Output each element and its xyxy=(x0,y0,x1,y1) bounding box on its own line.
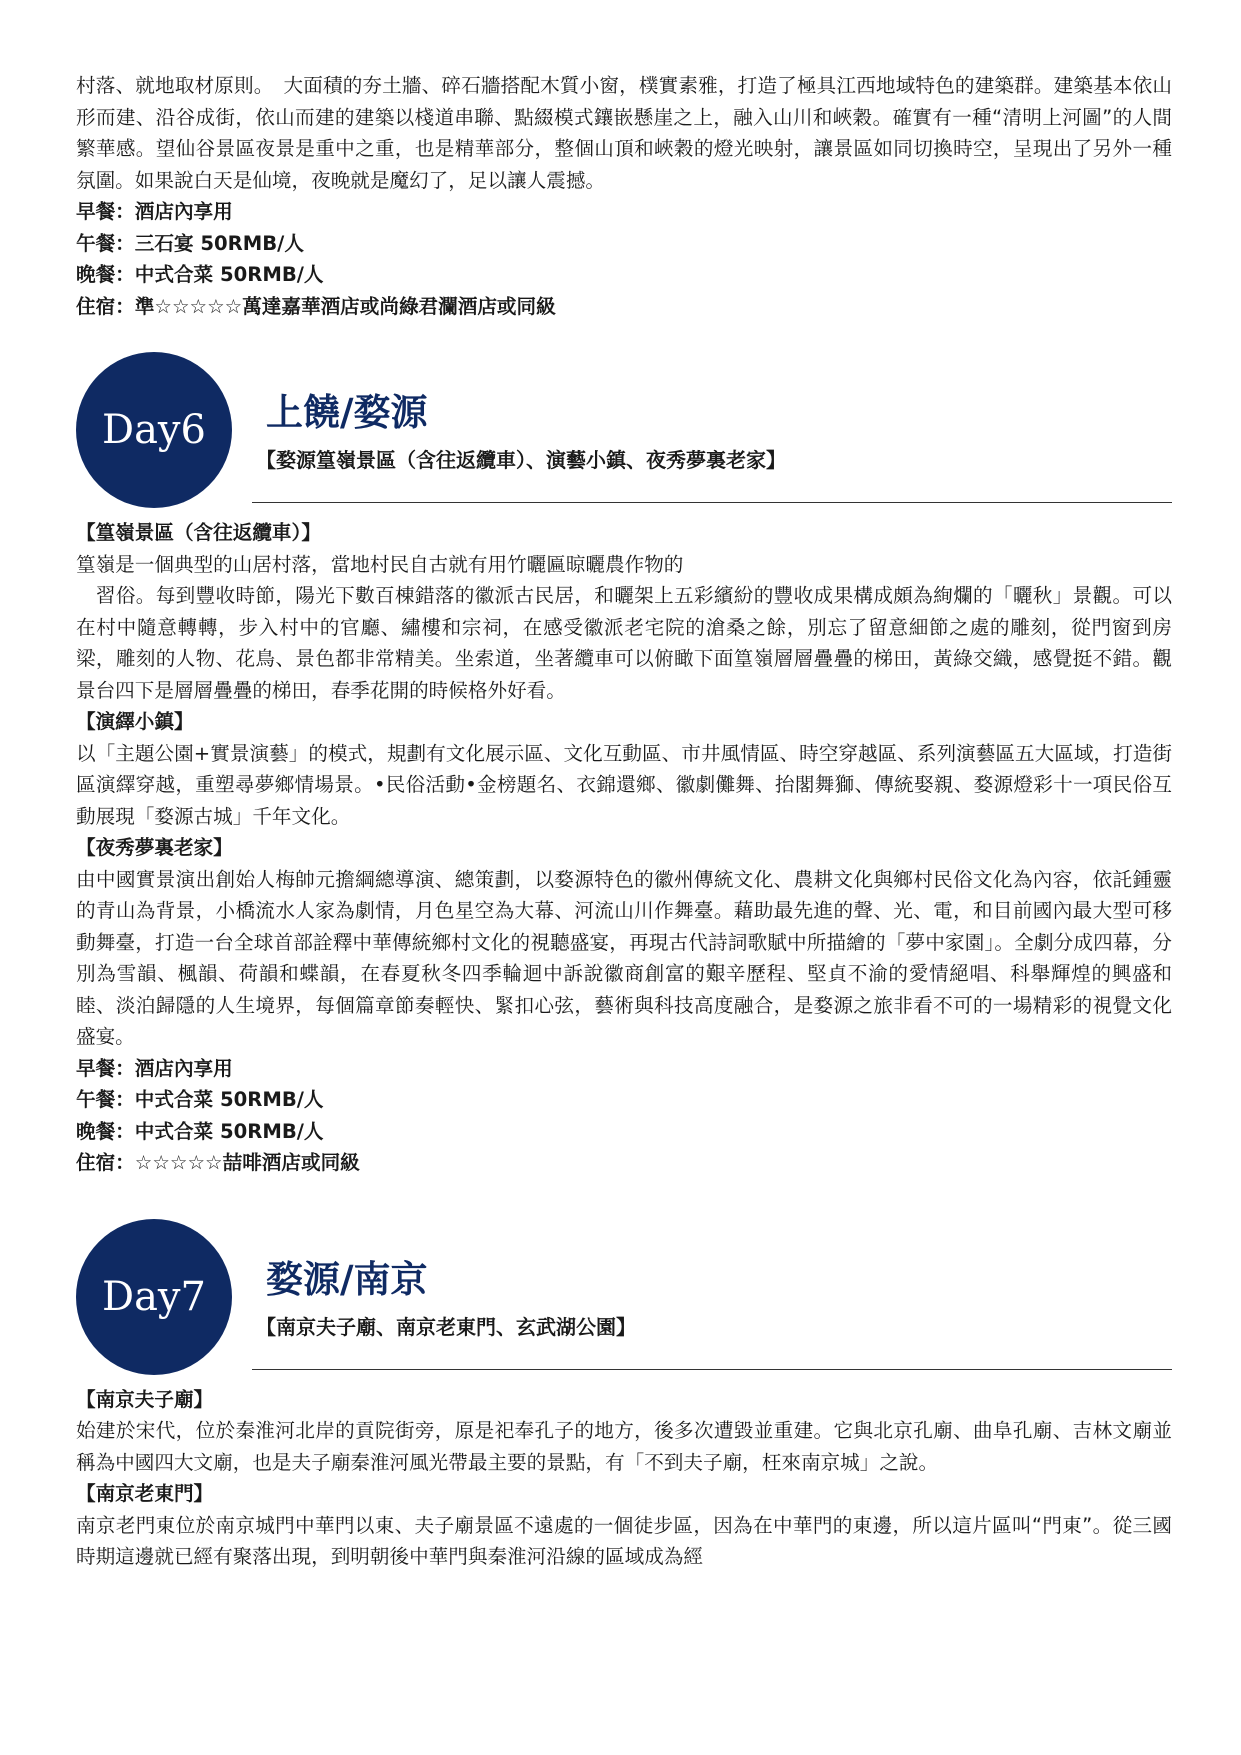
day6-section-heading: 【夜秀夢裏老家】 xyxy=(76,836,233,859)
intro-breakfast: 早餐：酒店內享用 xyxy=(76,200,233,223)
day7-section-heading: 【南京老東門】 xyxy=(76,1482,214,1505)
intro-dinner: 晚餐：中式合菜 50RMB/人 xyxy=(76,263,324,286)
day6-divider xyxy=(252,502,1172,503)
day6-badge: Day6 xyxy=(76,352,232,508)
day7-title: 婺源/南京 xyxy=(266,1257,428,1301)
day6-dinner: 晚餐：中式合菜 50RMB/人 xyxy=(76,1119,324,1143)
day6-section-text: 由中國實景演出創始人梅帥元擔綱總導演、總策劃，以婺源特色的徽州傳統文化、農耕文化與鄉村民俗文化為內容，依託鍾靈的青山為背景，小橋流水人家為劇情，月色星空為大幕、河流山川作舞臺。藉助最先進的聲、光、電，和目前國內最大型可移動舞臺，打造一台全球首部詮釋中華傳統鄉村文化的視聽盛宴，再現古代詩詞歌賦中所描繪的「夢中家園」。全劇分成四幕，分別為雪韻、楓韻、荷韻和蝶韻，在春夏秋冬四季輪迴中訴說徽商創富的艱辛歷程、堅貞不渝的愛情絕唱、科舉輝煌的興盛和睦、淡泊歸隱的人生境界，每個篇章節奏輕快、緊扣心弦，藝術與科技高度融合，是婺源之旅非看不可的一場精彩的視覺文化盛宴。 xyxy=(76,867,1172,1048)
intro-lunch: 午餐：三石宴 50RMB/人 xyxy=(76,231,304,255)
day6-breakfast: 早餐：酒店內享用 xyxy=(76,1056,233,1080)
day6-section-heading: 【演繹小鎮】 xyxy=(76,710,194,733)
day7-section-heading: 【南京夫子廟】 xyxy=(76,1387,214,1411)
day6-subtitle: 【婺源篁嶺景區（含往返纜車）、演藝小鎮、夜秀夢裏老家】 xyxy=(256,448,786,472)
day6-section-text: 篁嶺是一個典型的山居村落，當地村民自古就有用竹曬匾晾曬農作物的 習俗。每到豐收時節，陽光下數百棟錯落的徽派古民居，和曬架上五彩繽紛的豐收成果構成頗為絢爛的「曬秋」景觀。可以在村中隨意轉轉，步入村中的官廳、繡樓和宗祠，在感受徽派老宅院的滄桑之餘，別忘了留意細節之處的雕刻，從門窗到房梁，雕刻的人物、花鳥、景色都非常精美。坐索道，坐著纜車可以俯瞰下面篁嶺層層疊疊的梯田，黃綠交織，感覺挺不錯。觀景台四下是層層疊疊的梯田，春季花開的時候格外好看。 xyxy=(76,552,1172,702)
day6-lodging: 住宿：☆☆☆☆☆喆啡酒店或同級 xyxy=(76,1151,360,1174)
day6-section-heading: 【篁嶺景區（含往返纜車）】 xyxy=(76,521,321,544)
intro-paragraph: 村落、就地取材原則。 大面積的夯土牆、碎石牆搭配木質小窗，樸實素雅，打造了極具江西地域特色的建築群。建築基本依山形而建、沿谷成街，依山而建的建築以棧道串聯、點綴模式鑲嵌懸崖之上，融入山川和峽穀。確實有一種“清明上河圖”的人間繁華感。望仙谷景區夜景是重中之重，也是精華部分，整個山頂和峽穀的燈光映射，讓景區如同切換時空，呈現出了另外一種氛圍。如果說白天是仙境，夜晚就是魔幻了，足以讓人震撼。 xyxy=(76,74,1172,192)
intro-lodging: 住宿：準☆☆☆☆☆萬達嘉華酒店或尚綠君瀾酒店或同級 xyxy=(76,294,556,318)
day7-section-text: 南京老門東位於南京城門中華門以東、夫子廟景區不遠處的一個徒步區，因為在中華門的東邊，所以這片區叫“門東”。從三國時期這邊就已經有聚落出現，到明朝後中華門與秦淮河沿線的區域成為經 xyxy=(76,1513,1172,1568)
day7-subtitle: 【南京夫子廟、南京老東門、玄武湖公園】 xyxy=(256,1314,636,1339)
day7-section-text: 始建於宋代，位於秦淮河北岸的貢院街旁，原是祀奉孔子的地方，後多次遭毀並重建。它與北京孔廟、曲阜孔廟、吉林文廟並稱為中國四大文廟，也是夫子廟秦淮河風光帶最主要的景點，有「不到夫子廟，枉來南京城」之說。 xyxy=(76,1419,1172,1474)
day7-header xyxy=(76,1219,1172,1384)
day6-title: 上饒/婺源 xyxy=(266,391,428,434)
day7-badge: Day7 xyxy=(76,1219,232,1375)
day7-divider xyxy=(252,1369,1172,1370)
day6-section-text: 以「主題公園+實景演藝」的模式，規劃有文化展示區、文化互動區、市井風情區、時空穿越區、系列演藝區五大區域，打造街區演繹穿越，重塑尋夢鄉情場景。•民俗活動•金榜題名、衣錦還鄉、徽劇儺舞、抬閣舞獅、傳統娶親、婺源燈彩十一項民俗互動展現「婺源古城」千年文化。 xyxy=(76,741,1172,828)
day6-lunch: 午餐：中式合菜 50RMB/人 xyxy=(76,1088,324,1111)
day6-header xyxy=(76,352,1172,517)
itinerary-page xyxy=(76,70,1172,1573)
